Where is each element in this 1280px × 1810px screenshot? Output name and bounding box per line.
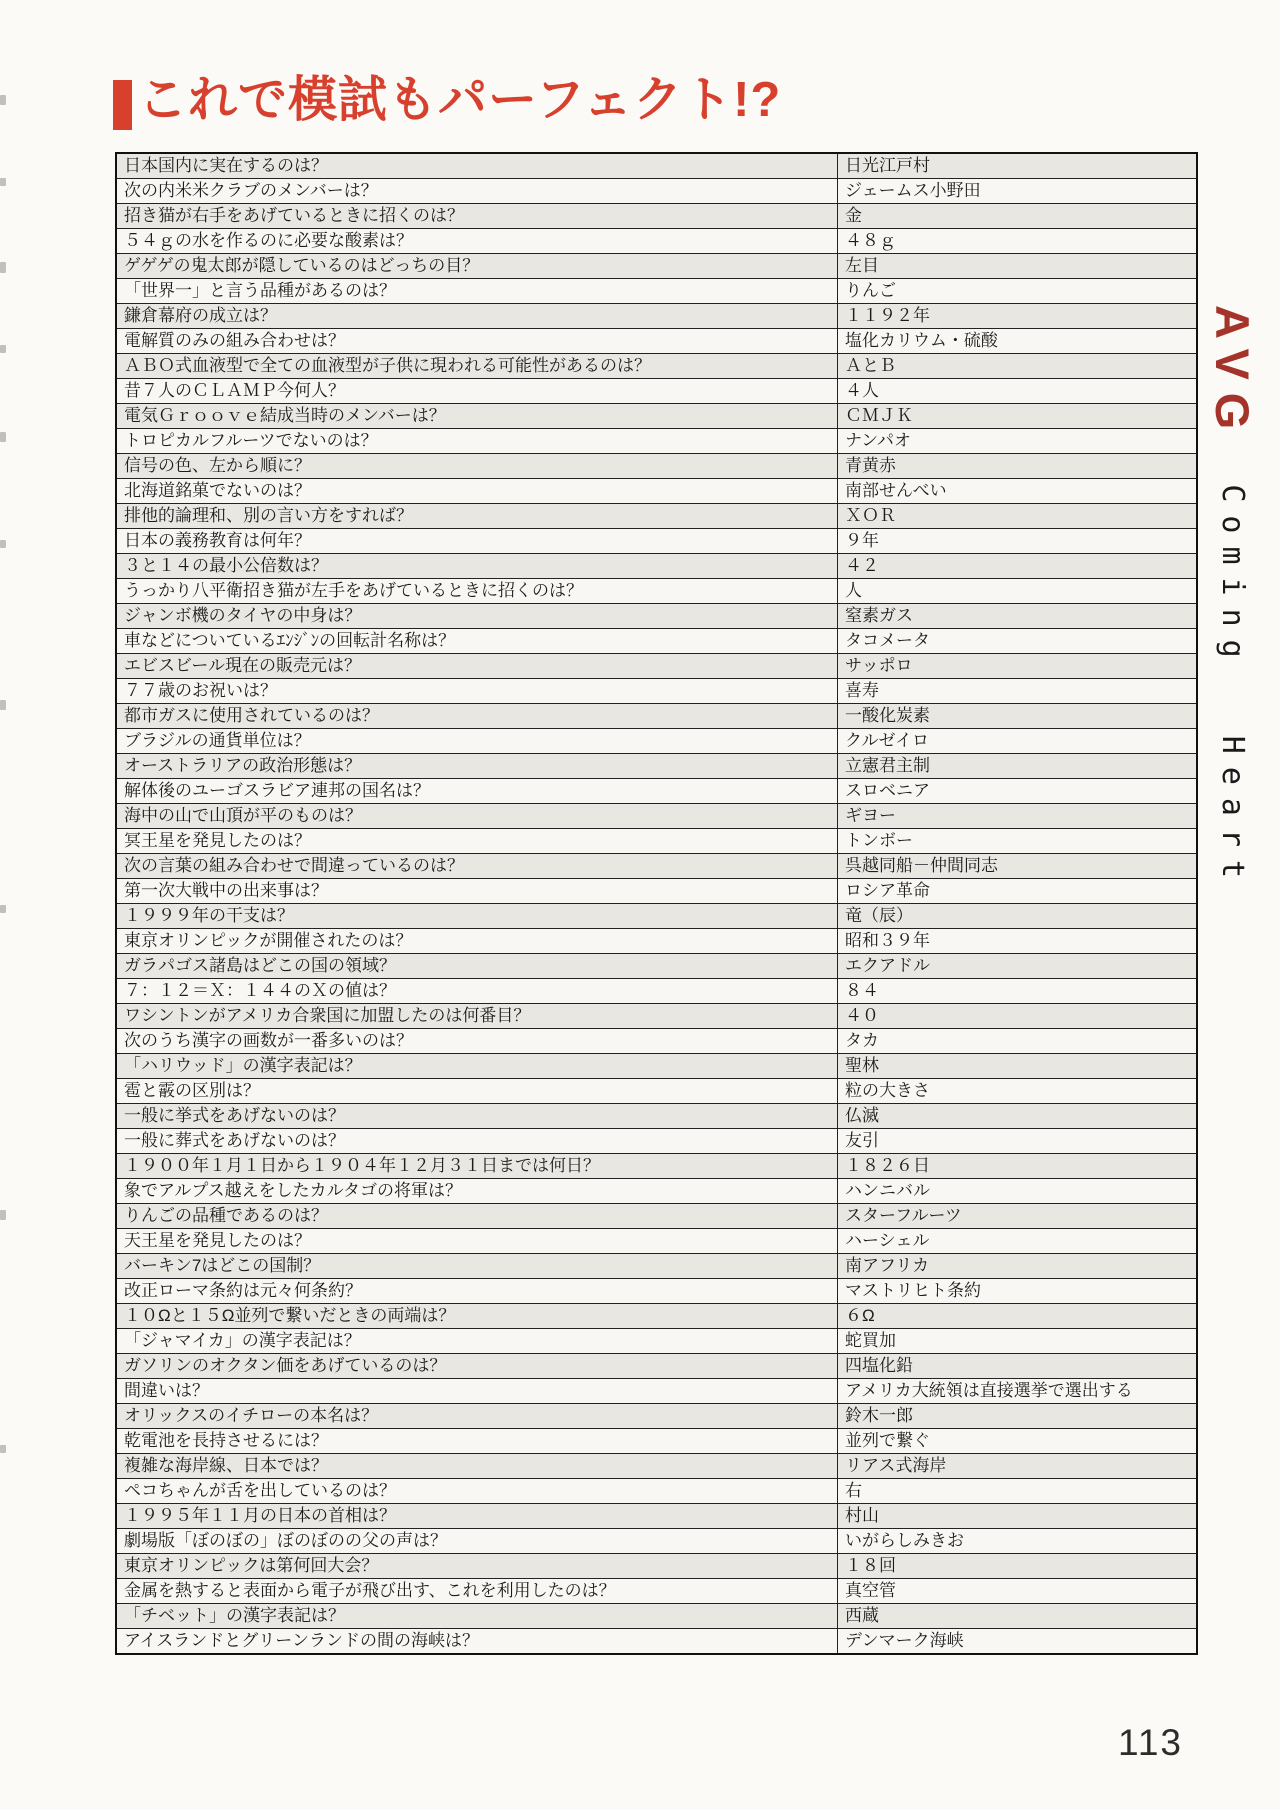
answer-cell: トンボー [838,829,1198,854]
answer-cell: ロシア革命 [838,879,1198,904]
question-cell: ５４ｇの水を作るのに必要な酸素は？ [116,229,838,254]
answer-cell: ＣＭＪＫ [838,404,1198,429]
question-cell: 天王星を発見したのは？ [116,1229,838,1254]
qa-row [116,1354,1197,1379]
question-cell: ガラパゴス諸島はどこの国の領域？ [116,954,838,979]
qa-row [116,504,1197,529]
question-cell: ジャンボ機のタイヤの中身は？ [116,604,838,629]
answer-cell: 蛇買加 [838,1329,1198,1354]
qa-row [116,1254,1197,1279]
qa-row [116,1229,1197,1254]
page-header [113,72,781,132]
question-cell: 一般に挙式をあげないのは？ [116,1104,838,1129]
question-cell: 改正ローマ条約は元々何条約？ [116,1279,838,1304]
question-cell: ブラジルの通貨単位は？ [116,729,838,754]
qa-row [116,1479,1197,1504]
question-cell: アイスランドとグリーンランドの間の海峡は？ [116,1629,838,1655]
answer-cell: 竜（辰） [838,904,1198,929]
answer-cell: 聖林 [838,1054,1198,1079]
answer-cell: りんご [838,279,1198,304]
answer-cell: ４２ [838,554,1198,579]
qa-row [116,1129,1197,1154]
answer-cell: いがらしみきお [838,1529,1198,1554]
qa-row [116,1154,1197,1179]
answer-cell: ナンパオ [838,429,1198,454]
answer-cell: ４人 [838,379,1198,404]
qa-row [116,1329,1197,1354]
qa-row [116,1104,1197,1129]
question-cell: 劇場版「ぼのぼの」ぼのぼのの父の声は？ [116,1529,838,1554]
question-cell: 「チベット」の漢字表記は？ [116,1604,838,1629]
answer-cell: 鈴木一郎 [838,1404,1198,1429]
qa-row [116,879,1197,904]
quiz-answer-table [115,152,1198,1655]
qa-row [116,1279,1197,1304]
answer-cell: 南部せんべい [838,479,1198,504]
answer-cell: 人 [838,579,1198,604]
page-title: これで模試もパーフェクト!? [138,73,782,127]
qa-row [116,679,1197,704]
qa-row [116,304,1197,329]
answer-cell: 南アフリカ [838,1254,1198,1279]
answer-cell: スターフルーツ [838,1204,1198,1229]
scan-artifact [0,95,6,105]
qa-row [116,1504,1197,1529]
qa-row [116,1379,1197,1404]
question-cell: 「ハリウッド」の漢字表記は？ [116,1054,838,1079]
question-cell: 鎌倉幕府の成立は？ [116,304,838,329]
question-cell: オリックスのイチローの本名は？ [116,1404,838,1429]
qa-row [116,1204,1197,1229]
qa-row [116,153,1197,179]
question-cell: 次の言葉の組み合わせで間違っているのは？ [116,854,838,879]
question-cell: １９００年１月１日から１９０４年１２月３１日までは何日？ [116,1154,838,1179]
question-cell: 第一次大戦中の出来事は？ [116,879,838,904]
question-cell: ３と１４の最小公倍数は？ [116,554,838,579]
answer-cell: クルゼイロ [838,729,1198,754]
question-cell: 招き猫が右手をあげているときに招くのは？ [116,204,838,229]
question-cell: 一般に葬式をあげないのは？ [116,1129,838,1154]
question-cell: オーストラリアの政治形態は？ [116,754,838,779]
qa-row [116,729,1197,754]
answer-cell: ＡとＢ [838,354,1198,379]
qa-row [116,454,1197,479]
sidebar-vertical-label [1194,305,1272,1095]
page-number: 113 [1118,1722,1183,1763]
question-cell: 電解質のみの組み合わせは？ [116,329,838,354]
scan-artifact [0,905,6,913]
scan-artifact [0,1445,6,1453]
question-cell: 海中の山で山頂が平のものは？ [116,804,838,829]
qa-row [116,204,1197,229]
scan-artifact [0,1210,6,1220]
answer-cell: エクアドル [838,954,1198,979]
answer-cell: ８４ [838,979,1198,1004]
qa-row [116,229,1197,254]
qa-row [116,254,1197,279]
answer-cell: ６Ω [838,1304,1198,1329]
question-cell: 昔７人のＣＬＡＭＰ今何人？ [116,379,838,404]
question-cell: ＡＢＯ式血液型で全ての血液型が子供に現われる可能性があるのは？ [116,354,838,379]
answer-cell: 西蔵 [838,1604,1198,1629]
answer-cell: ４０ [838,1004,1198,1029]
answer-cell: 呉越同船－仲間同志 [838,854,1198,879]
answer-cell: 四塩化鉛 [838,1354,1198,1379]
question-cell: 車などについているｴﾝｼﾞﾝの回転計名称は？ [116,629,838,654]
qa-row [116,704,1197,729]
question-cell: 東京オリンピックは第何回大会？ [116,1554,838,1579]
scan-artifact [0,700,6,710]
answer-cell: １８回 [838,1554,1198,1579]
qa-row [116,1554,1197,1579]
answer-cell: スロベニア [838,779,1198,804]
answer-cell: マストリヒト条約 [838,1279,1198,1304]
qa-row [116,1054,1197,1079]
question-cell: 排他的論理和、別の言い方をすれば？ [116,504,838,529]
question-cell: 「ジャマイカ」の漢字表記は？ [116,1329,838,1354]
question-cell: ガソリンのオクタン価をあげているのは？ [116,1354,838,1379]
answer-cell: 友引 [838,1129,1198,1154]
scan-artifact [0,432,6,442]
answer-cell: ４８ｇ [838,229,1198,254]
answer-cell: 右 [838,1479,1198,1504]
answer-cell: 喜寿 [838,679,1198,704]
question-cell: 雹と霰の区別は？ [116,1079,838,1104]
question-cell: 電気Ｇｒｏｏｖｅ結成当時のメンバーは？ [116,404,838,429]
qa-row [116,479,1197,504]
qa-row [116,1179,1197,1204]
question-cell: １９９５年１１月の日本の首相は？ [116,1504,838,1529]
question-cell: ワシントンがアメリカ合衆国に加盟したのは何番目？ [116,1004,838,1029]
qa-row [116,379,1197,404]
qa-row [116,1629,1197,1655]
qa-row [116,1604,1197,1629]
answer-cell: サッポロ [838,654,1198,679]
question-cell: １０Ωと１５Ω並列で繋いだときの両端は？ [116,1304,838,1329]
qa-row [116,904,1197,929]
answer-cell: ９年 [838,529,1198,554]
qa-row [116,1404,1197,1429]
qa-row [116,954,1197,979]
answer-cell: ハーシェル [838,1229,1198,1254]
qa-row [116,329,1197,354]
question-cell: 象でアルプス越えをしたカルタゴの将軍は？ [116,1179,838,1204]
qa-row [116,929,1197,954]
question-cell: 日本国内に実在するのは？ [116,153,838,179]
qa-row [116,279,1197,304]
question-cell: 「世界一」と言う品種があるのは？ [116,279,838,304]
scan-artifact [0,540,6,548]
qa-row [116,354,1197,379]
question-cell: 次の内米米クラブのメンバーは？ [116,179,838,204]
question-cell: 信号の色、左から順に？ [116,454,838,479]
qa-row [116,829,1197,854]
scan-artifact [0,178,6,186]
answer-cell: 左目 [838,254,1198,279]
question-cell: 乾電池を長持させるには？ [116,1429,838,1454]
answer-cell: タコメータ [838,629,1198,654]
answer-cell: ＸＯＲ [838,504,1198,529]
question-cell: 北海道銘菓でないのは？ [116,479,838,504]
question-cell: 金属を熱すると表面から電子が飛び出す、これを利用したのは？ [116,1579,838,1604]
answer-cell: １１９２年 [838,304,1198,329]
question-cell: 間違いは？ [116,1379,838,1404]
qa-row [116,1304,1197,1329]
qa-row [116,654,1197,679]
question-cell: トロピカルフルーツでないのは？ [116,429,838,454]
title-accent-bar [113,80,132,130]
sidebar-subtitle-coming-heart: Coming Heart [1215,484,1251,892]
answer-cell: 一酸化炭素 [838,704,1198,729]
qa-row [116,779,1197,804]
scan-artifact [0,345,6,353]
question-cell: 東京オリンピックが開催されたのは？ [116,929,838,954]
qa-row [116,579,1197,604]
answer-cell: タカ [838,1029,1198,1054]
qa-row [116,804,1197,829]
sidebar-brand-avg: AVG [1206,305,1260,443]
question-cell: 次のうち漢字の画数が一番多いのは？ [116,1029,838,1054]
scan-artifact [0,262,6,273]
question-cell: うっかり八平衛招き猫が左手をあげているときに招くのは？ [116,579,838,604]
question-cell: ペコちゃんが舌を出しているのは？ [116,1479,838,1504]
question-cell: 冥王星を発見したのは？ [116,829,838,854]
question-cell: 複雑な海岸線、日本では？ [116,1454,838,1479]
answer-cell: 村山 [838,1504,1198,1529]
qa-row [116,979,1197,1004]
answer-cell: ハンニバル [838,1179,1198,1204]
qa-row [116,429,1197,454]
answer-cell: 並列で繋ぐ [838,1429,1198,1454]
answer-cell: リアス式海岸 [838,1454,1198,1479]
answer-cell: 窒素ガス [838,604,1198,629]
answer-cell: 立憲君主制 [838,754,1198,779]
question-cell: バーキン7はどこの国制？ [116,1254,838,1279]
answer-cell: 昭和３９年 [838,929,1198,954]
qa-row [116,1429,1197,1454]
qa-row [116,1529,1197,1554]
answer-cell: 粒の大きさ [838,1079,1198,1104]
question-cell: 日本の義務教育は何年？ [116,529,838,554]
answer-cell: ギヨー [838,804,1198,829]
qa-row [116,1079,1197,1104]
question-cell: エビスビール現在の販売元は？ [116,654,838,679]
answer-cell: 日光江戸村 [838,153,1198,179]
qa-row [116,1029,1197,1054]
qa-row [116,529,1197,554]
qa-row [116,604,1197,629]
question-cell: ７：１２＝Ｘ：１４４のＸの値は？ [116,979,838,1004]
qa-row [116,1004,1197,1029]
qa-row [116,754,1197,779]
answer-cell: デンマーク海峡 [838,1629,1198,1655]
question-cell: ゲゲゲの鬼太郎が隠しているのはどっちの目？ [116,254,838,279]
question-cell: ７７歳のお祝いは？ [116,679,838,704]
answer-cell: 真空管 [838,1579,1198,1604]
qa-row [116,854,1197,879]
qa-row [116,554,1197,579]
answer-cell: １８２６日 [838,1154,1198,1179]
qa-row [116,629,1197,654]
question-cell: １９９９年の干支は？ [116,904,838,929]
question-cell: りんごの品種であるのは？ [116,1204,838,1229]
question-cell: 都市ガスに使用されているのは？ [116,704,838,729]
answer-cell: ジェームス小野田 [838,179,1198,204]
answer-cell: 塩化カリウム・硫酸 [838,329,1198,354]
qa-row [116,1454,1197,1479]
question-cell: 解体後のユーゴスラビア連邦の国名は？ [116,779,838,804]
answer-cell: 仏滅 [838,1104,1198,1129]
quiz-table-body [116,153,1197,1654]
answer-cell: アメリカ大統領は直接選挙で選出する [838,1379,1198,1404]
qa-row [116,404,1197,429]
answer-cell: 金 [838,204,1198,229]
qa-row [116,1579,1197,1604]
answer-cell: 青黄赤 [838,454,1198,479]
qa-row [116,179,1197,204]
